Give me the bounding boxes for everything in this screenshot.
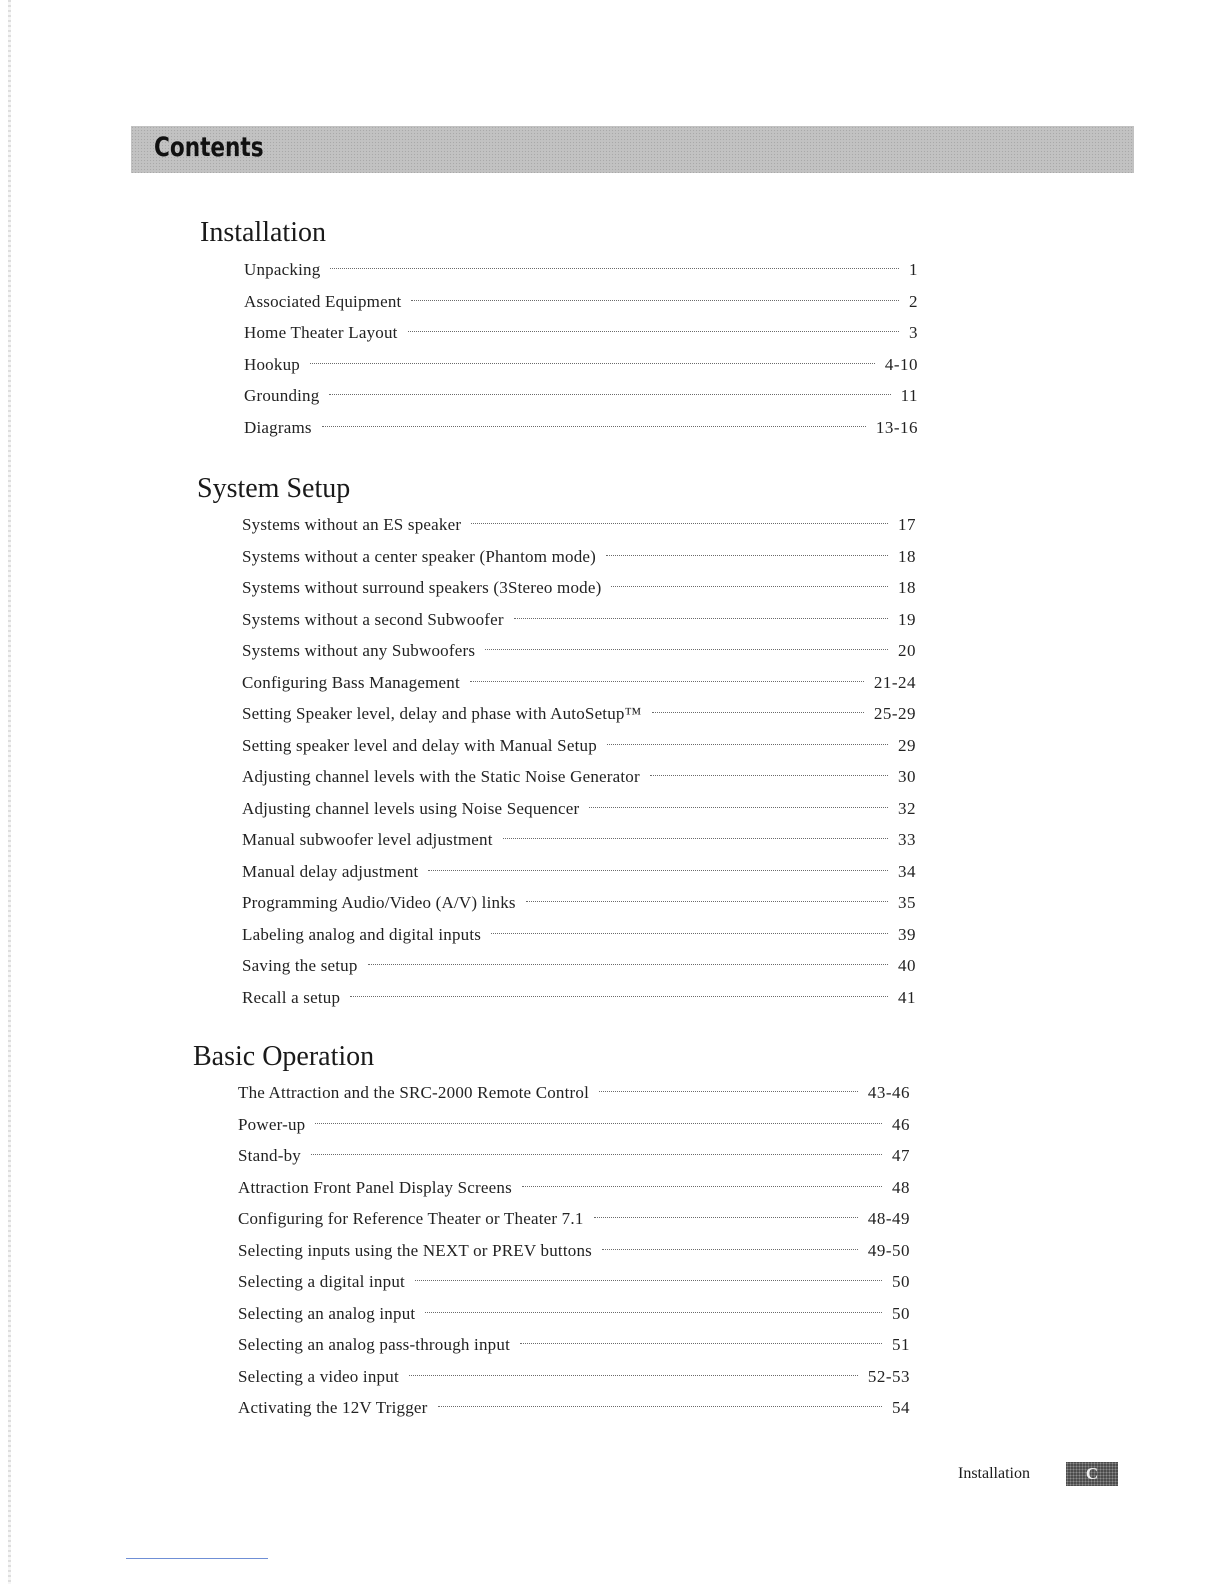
toc-entry-page: 54 [892,1398,910,1417]
toc-entry-label: Hookup [244,354,300,374]
toc-entry[interactable] [242,541,916,573]
dot-leader [329,394,890,395]
toc-entry-label: Power-up [238,1114,306,1134]
dot-leader [411,300,899,301]
dot-leader [471,523,888,524]
contents-header-band [131,126,1134,173]
dot-leader [311,1154,882,1155]
toc-entry-page: 1 [909,260,918,279]
toc-entry[interactable] [242,667,916,699]
toc-entry[interactable] [238,1172,910,1204]
toc-entry-page: 32 [898,798,916,818]
toc-entry-page: 33 [898,830,916,849]
section-title-installation: Installation [200,217,326,248]
toc-entry[interactable] [242,856,916,888]
toc-entry-label: Adjusting channel levels with the Static Noise Generator [242,767,640,786]
dot-leader [315,1123,882,1124]
toc-entry[interactable] [242,793,916,825]
footer-divider [126,1558,268,1559]
toc-entry-page: 35 [898,893,916,912]
toc-entry-page: 20 [898,641,916,660]
dot-leader [522,1186,882,1187]
toc-entry-page: 17 [898,515,916,534]
dot-leader [526,901,888,902]
dot-leader [408,331,899,332]
toc-entry-label: Adjusting channel levels using Noise Sequencer [242,798,580,818]
toc-entry-page: 18 [898,578,916,597]
dot-leader [607,744,888,745]
toc-entry-page: 19 [898,609,916,629]
toc-entry[interactable] [242,730,916,762]
toc-list-system-setup [242,509,916,1013]
page-title: Contents [154,132,264,163]
toc-entry-page: 18 [898,546,916,566]
toc-entry-label: Selecting a digital input [238,1272,405,1291]
toc-entry-label: Associated Equipment [244,291,402,311]
dot-leader [599,1091,858,1092]
section-title-basic-operation: Basic Operation [193,1041,375,1072]
toc-entry[interactable] [242,824,916,856]
toc-entry-label: Diagrams [244,417,312,437]
toc-list-installation [244,254,918,443]
toc-entry-label: Saving the setup [242,956,358,975]
toc-entry-page: 2 [909,291,918,311]
toc-entry[interactable] [242,761,916,793]
dot-leader [514,618,888,619]
dot-leader [409,1375,858,1376]
toc-list-basic-operation [238,1077,910,1424]
toc-entry-page: 3 [909,323,918,342]
toc-entry[interactable] [238,1329,910,1361]
toc-entry-page: 29 [898,735,916,755]
toc-entry[interactable] [242,919,916,951]
section-title-system-setup: System Setup [197,473,351,504]
toc-entry-label: Systems without any Subwoofers [242,641,476,660]
dot-leader [520,1343,882,1344]
toc-entry-page: 40 [898,956,916,975]
toc-entry[interactable] [244,254,918,286]
dot-leader [485,649,888,650]
toc-entry-label: Activating the 12V Trigger [238,1398,428,1417]
dot-leader [310,363,875,364]
toc-entry-page: 50 [892,1303,910,1323]
toc-entry-page: 52-53 [867,1366,910,1386]
toc-entry-label: Configuring Bass Management [242,672,460,692]
toc-entry[interactable] [238,1077,910,1109]
dot-leader [503,838,888,839]
toc-entry[interactable] [238,1266,910,1298]
dot-leader [470,681,864,682]
toc-entry[interactable] [244,380,918,412]
dot-leader [594,1217,858,1218]
toc-entry-label: Manual subwoofer level adjustment [242,830,493,849]
toc-entry-label: Setting Speaker level, delay and phase with AutoSetup™ [242,704,642,723]
toc-entry[interactable] [244,317,918,349]
toc-entry[interactable] [238,1203,910,1235]
toc-entry-page: 39 [898,924,916,944]
toc-entry-page: 30 [898,767,916,786]
toc-entry-page: 4-10 [884,354,918,374]
toc-entry-page: 48 [892,1177,910,1197]
toc-entry-page: 48-49 [867,1209,910,1228]
toc-entry[interactable] [242,887,916,919]
toc-entry-label: Attraction Front Panel Display Screens [238,1177,512,1197]
toc-entry-page: 43-46 [867,1083,910,1102]
toc-entry-page: 13-16 [875,417,918,437]
toc-entry-label: Programming Audio/Video (A/V) links [242,893,516,912]
toc-entry[interactable] [238,1361,910,1393]
page-edge-scan-shadow [8,0,11,1584]
toc-entry-page: 50 [892,1272,910,1291]
dot-leader [652,712,864,713]
dot-leader [606,555,888,556]
dot-leader [438,1406,882,1407]
toc-entry-label: Unpacking [244,260,321,279]
toc-entry-label: Configuring for Reference Theater or Theater 7.1 [238,1209,584,1228]
toc-entry-label: The Attraction and the SRC-2000 Remote Control [238,1083,590,1102]
toc-entry-page: 21-24 [873,672,916,692]
dot-leader [330,268,899,269]
toc-entry[interactable] [242,509,916,541]
toc-entry[interactable] [242,572,916,604]
toc-entry-label: Setting speaker level and delay with Manual Setup [242,735,597,755]
footer-page-tab [1066,1462,1118,1486]
toc-entry-page: 47 [892,1146,910,1165]
toc-entry-page: 41 [898,987,916,1007]
toc-entry[interactable] [238,1235,910,1267]
toc-entry[interactable] [238,1298,910,1330]
toc-entry-page: 51 [892,1335,910,1354]
toc-entry-label: Systems without surround speakers (3Stereo mode) [242,578,602,597]
toc-entry[interactable] [244,286,918,318]
dot-leader [350,996,888,997]
dot-leader [491,933,888,934]
toc-entry-page: 25-29 [873,704,916,723]
toc-entry-label: Home Theater Layout [244,323,398,342]
toc-entry[interactable] [242,950,916,982]
toc-entry-label: Systems without a second Subwoofer [242,609,504,629]
footer-page-letter: C [1085,1464,1099,1483]
toc-entry[interactable] [238,1392,910,1424]
dot-leader [322,426,866,427]
toc-entry-label: Selecting a video input [238,1366,399,1386]
dot-leader [602,1249,858,1250]
toc-entry[interactable] [242,698,916,730]
toc-entry[interactable] [238,1140,910,1172]
dot-leader [368,964,888,965]
toc-entry[interactable] [244,349,918,381]
toc-entry-page: 46 [892,1114,910,1134]
toc-entry[interactable] [244,412,918,444]
toc-entry[interactable] [242,982,916,1014]
toc-entry-page: 34 [898,861,916,881]
dot-leader [589,807,888,808]
toc-entry-label: Stand-by [238,1146,301,1165]
toc-entry-label: Systems without an ES speaker [242,515,462,534]
dot-leader [650,775,888,776]
toc-entry-label: Selecting inputs using the NEXT or PREV buttons [238,1240,592,1260]
toc-entry-label: Systems without a center speaker (Phantom mode) [242,546,597,566]
toc-entry-label: Recall a setup [242,987,341,1007]
toc-entry[interactable] [242,604,916,636]
toc-entry-label: Labeling analog and digital inputs [242,924,482,944]
toc-entry-page: 49-50 [867,1240,910,1260]
toc-entry-label: Grounding [244,386,320,405]
dot-leader [415,1280,882,1281]
dot-leader [428,870,888,871]
toc-entry-label: Selecting an analog input [238,1303,416,1323]
footer-section-label: Installation [958,1465,1030,1482]
toc-entry[interactable] [238,1109,910,1141]
toc-entry-label: Manual delay adjustment [242,861,419,881]
toc-entry-page: 11 [900,386,918,405]
dot-leader [425,1312,882,1313]
toc-entry-label: Selecting an analog pass-through input [238,1335,510,1354]
dot-leader [611,586,888,587]
toc-entry[interactable] [242,635,916,667]
